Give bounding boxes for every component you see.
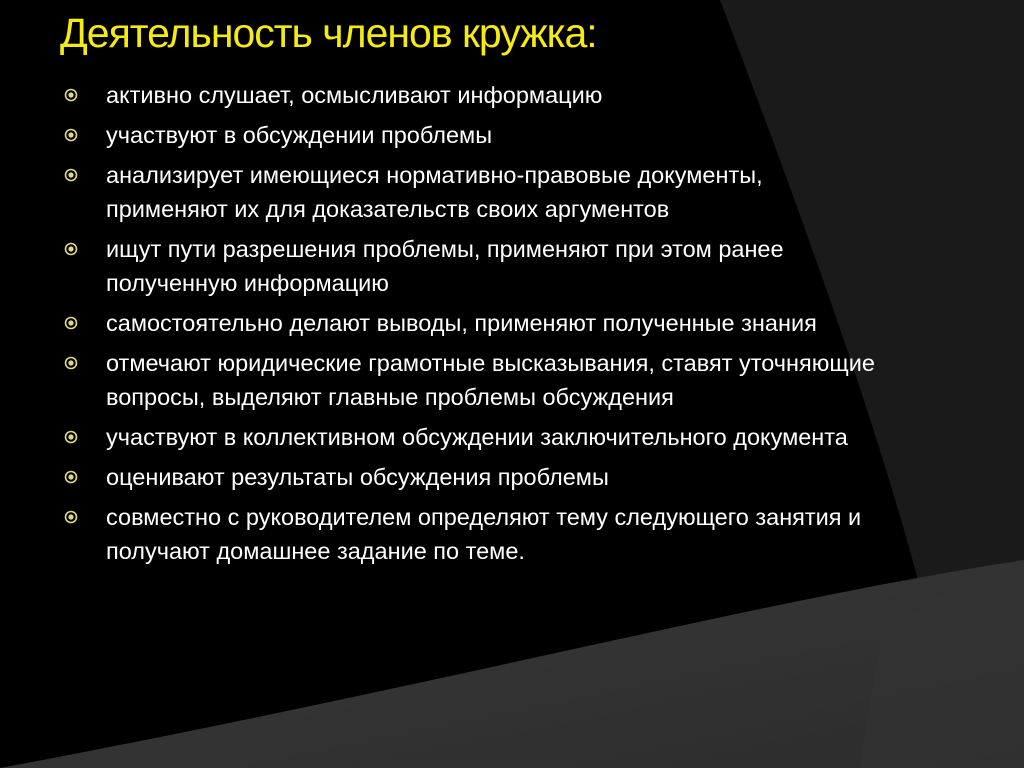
list-item-text: совместно с руководителем определяют тему следующего занятия и получают домашнее задание по теме. [106, 504, 862, 564]
list-item-text: участвуют в обсуждении проблемы [106, 122, 493, 148]
list-item-text: активно слушает, осмысливают информацию [106, 82, 603, 108]
list-item-text: самостоятельно делают выводы, применяют полученные знания [106, 310, 817, 336]
list-item-text: анализирует имеющиеся нормативно-правовые документы, применяют их для доказательств своих аргументов [106, 162, 763, 222]
circle-dot-bullet-icon [64, 356, 78, 370]
list-item [62, 158, 882, 226]
circle-dot-bullet-icon [64, 510, 78, 524]
circle-dot-bullet-icon [64, 470, 78, 484]
circle-dot-bullet-icon [64, 430, 78, 444]
list-item-text: оценивают результаты обсуждения проблемы [106, 464, 609, 490]
slide-title: Деятельность членов кружка: [60, 10, 597, 56]
list-item-text: участвуют в коллективном обсуждении заключительного документа [106, 424, 848, 450]
list-item-text: ищут пути разрешения проблемы, применяют при этом ранее полученную информацию [106, 236, 784, 296]
list-item [62, 500, 882, 568]
circle-dot-bullet-icon [64, 168, 78, 182]
list-item [62, 346, 882, 414]
bullet-list [62, 78, 882, 574]
circle-dot-bullet-icon [64, 316, 78, 330]
list-item-text: отмечают юридические грамотные высказывания, ставят уточняющие вопросы, выделяют главные проблемы обсуждения [106, 350, 875, 410]
list-item [62, 306, 882, 340]
circle-dot-bullet-icon [64, 88, 78, 102]
circle-dot-bullet-icon [64, 128, 78, 142]
list-item [62, 420, 882, 454]
list-item [62, 232, 882, 300]
list-item [62, 460, 882, 494]
list-item [62, 118, 882, 152]
circle-dot-bullet-icon [64, 242, 78, 256]
list-item [62, 78, 882, 112]
